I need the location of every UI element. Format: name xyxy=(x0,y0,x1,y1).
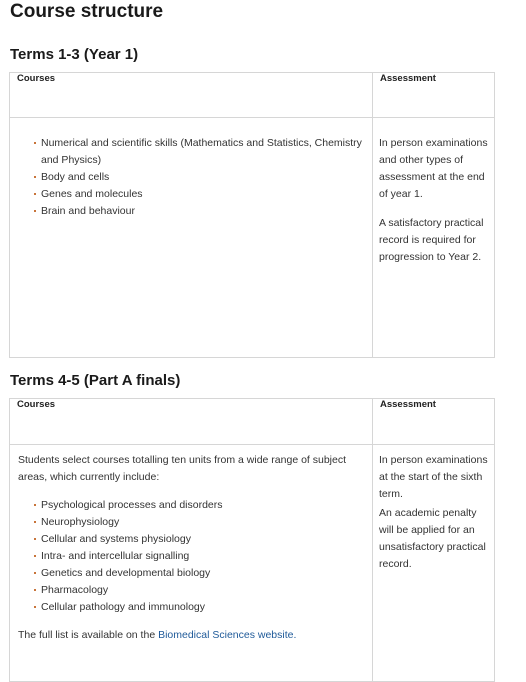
course-list xyxy=(18,135,364,220)
assessment-column-header: Assessment xyxy=(373,73,495,118)
list-item: Cellular pathology and immunology xyxy=(35,599,364,616)
bullet-icon xyxy=(34,589,36,591)
table-row xyxy=(10,445,495,682)
bullet-icon xyxy=(34,142,36,144)
course-table-year-1 xyxy=(9,72,495,358)
list-item: Neurophysiology xyxy=(35,514,364,531)
assessment-text: In person examinations at the start of the sixth term. xyxy=(379,454,488,500)
bullet-icon xyxy=(34,504,36,506)
section-heading-part-a: Terms 4-5 (Part A finals) xyxy=(10,372,181,389)
bullet-icon xyxy=(34,606,36,608)
bullet-icon xyxy=(34,572,36,574)
course-table-part-a xyxy=(9,398,495,682)
list-item: Genes and molecules xyxy=(35,186,364,203)
list-item: Psychological processes and disorders xyxy=(35,497,364,514)
list-item: Numerical and scientific skills (Mathematics and Statistics, Chemistry and Physics) xyxy=(35,135,364,169)
courses-column-header: Courses xyxy=(10,73,373,118)
assessment-column-header: Assessment xyxy=(373,399,495,445)
table-header-row xyxy=(10,399,495,445)
table-row xyxy=(10,118,495,358)
list-item: Body and cells xyxy=(35,169,364,186)
page-title: Course structure xyxy=(10,1,164,22)
list-item: Intra- and intercellular signalling xyxy=(35,548,364,565)
course-list xyxy=(18,497,364,616)
bullet-icon xyxy=(34,210,36,212)
courses-cell xyxy=(10,445,373,682)
assessment-text: An academic penalty will be applied for an unsatisfactory practical record. xyxy=(379,507,486,570)
full-list-note-text: The full list is available on the xyxy=(18,629,159,641)
list-item: Brain and behaviour xyxy=(35,203,364,220)
table-header-row xyxy=(10,73,495,118)
assessment-text: In person examinations and other types of assessment at the end of year 1. xyxy=(379,137,488,200)
bullet-icon xyxy=(34,538,36,540)
section-heading-year-1: Terms 1-3 (Year 1) xyxy=(10,46,139,63)
bullet-icon xyxy=(34,521,36,523)
full-list-note xyxy=(18,627,364,644)
assessment-cell xyxy=(373,445,495,682)
courses-column-header: Courses xyxy=(10,399,373,445)
courses-cell xyxy=(10,118,373,358)
courses-intro: Students select courses totalling ten units from a wide range of subject areas, which currently include: xyxy=(18,454,347,483)
assessment-text: A satisfactory practical record is required for progression to Year 2. xyxy=(379,217,484,263)
assessment-cell xyxy=(373,118,495,358)
list-item: Genetics and developmental biology xyxy=(35,565,364,582)
biomedical-sciences-website-link[interactable]: Biomedical Sciences website. xyxy=(158,629,297,641)
bullet-icon xyxy=(34,193,36,195)
list-item: Cellular and systems physiology xyxy=(35,531,364,548)
bullet-icon xyxy=(34,176,36,178)
bullet-icon xyxy=(34,555,36,557)
list-item: Pharmacology xyxy=(35,582,364,599)
